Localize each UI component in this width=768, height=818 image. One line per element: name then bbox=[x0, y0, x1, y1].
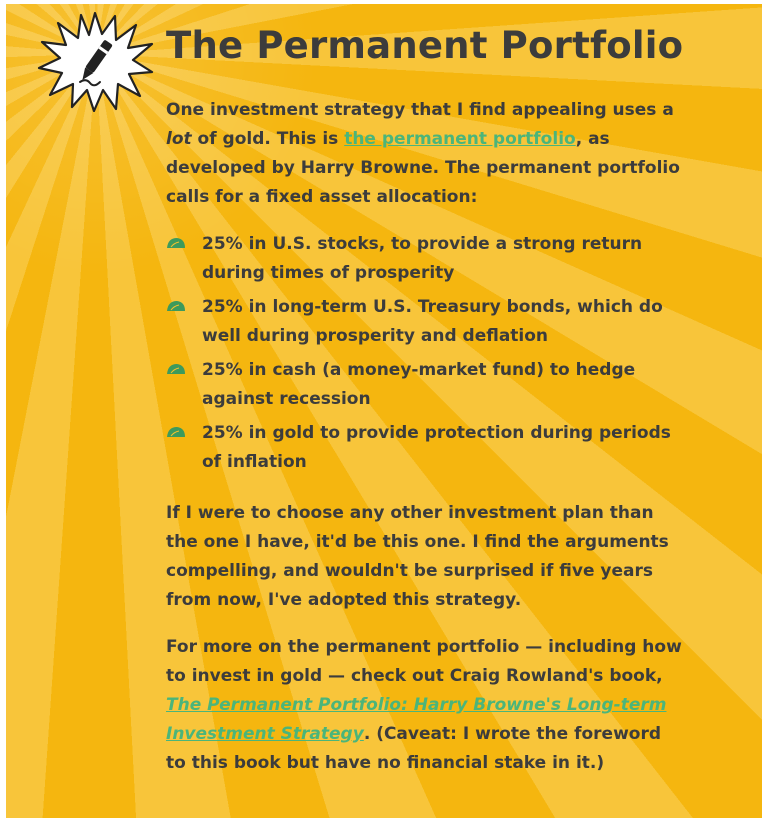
allocation-item-gold bbox=[166, 419, 686, 477]
more-text-end: . (Caveat: I wrote the foreword to this book but have no financial stake in it.) bbox=[166, 724, 662, 773]
permanent-portfolio-link[interactable]: the permanent portfolio bbox=[344, 129, 576, 149]
allocation-text: 25% in cash (a money-market fund) to hedge against recession bbox=[202, 360, 636, 409]
allocation-item-stocks bbox=[166, 230, 686, 288]
allocation-item-bonds bbox=[166, 293, 686, 351]
pen-starburst-icon bbox=[36, 10, 154, 112]
leaf-bullet-icon bbox=[166, 363, 186, 375]
intro-emphasis: lot bbox=[166, 129, 192, 149]
article-body bbox=[166, 96, 686, 796]
intro-text-middle: of gold. This is bbox=[191, 129, 345, 149]
intro-text-start: One investment strategy that I find appealing uses a bbox=[166, 100, 674, 120]
book-title: The Permanent Portfolio: Harry Browne's Long-term Investment Strategy bbox=[166, 695, 667, 744]
allocation-text: 25% in gold to provide protection during periods of inflation bbox=[202, 423, 671, 472]
page-title: The Permanent Portfolio bbox=[166, 24, 684, 67]
allocation-list bbox=[166, 230, 686, 477]
allocation-text: 25% in U.S. stocks, to provide a strong return during times of prosperity bbox=[202, 234, 643, 283]
article-panel bbox=[6, 4, 762, 818]
intro-paragraph bbox=[166, 96, 686, 212]
intro-text-end: , as developed by Harry Browne. The permanent portfolio calls for a fixed asset allocation: bbox=[166, 129, 680, 207]
opinion-paragraph: If I were to choose any other investment plan than the one I have, it'd be this one. I find the arguments compelling, and wouldn't be surprised if five years from now, I've adopted this strategy. bbox=[166, 503, 669, 610]
leaf-bullet-icon bbox=[166, 426, 186, 438]
allocation-text: 25% in long-term U.S. Treasury bonds, which do well during prosperity and deflation bbox=[202, 297, 663, 346]
allocation-item-cash bbox=[166, 356, 686, 414]
leaf-bullet-icon bbox=[166, 237, 186, 249]
leaf-bullet-icon bbox=[166, 300, 186, 312]
more-text-start: For more on the permanent portfolio — including how to invest in gold — check out Craig Rowland's book, bbox=[166, 637, 682, 686]
more-paragraph bbox=[166, 633, 686, 778]
